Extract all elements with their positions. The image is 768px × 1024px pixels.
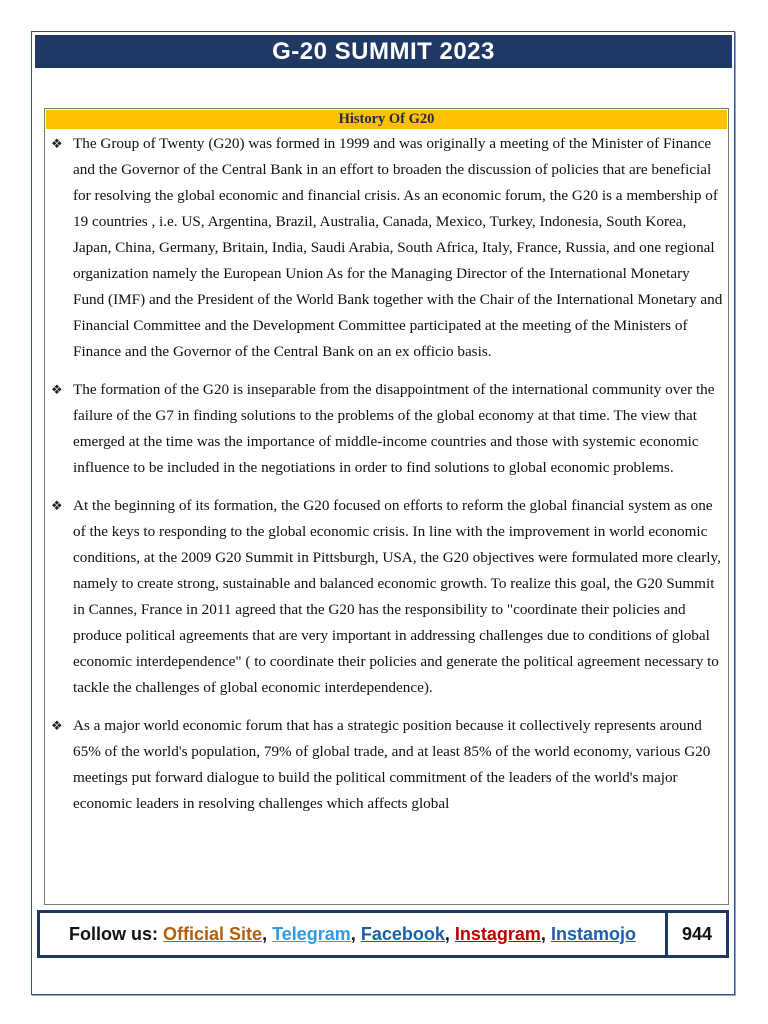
- bullet-item: [51, 377, 724, 481]
- diamond-bullet-icon: ❖: [51, 498, 63, 513]
- separator: ,: [444, 923, 450, 944]
- bullet-text: The Group of Twenty (G20) was formed in 1999 and was originally a meeting of the Minister of Finance and the Governor of the Central Bank in an effort to broaden the discussion of policies that are beneficial for resolving the global economic and financial crisis. As an economic forum, the G20 is a membership of 19 countries , i.e. US, Argentina, Brazil, Australia, Canada, Mexico, Turkey, Indonesia, South Korea, Japan, China, Germany, Britain, India, Saudi Arabia, South Africa, Italy, France, Russia, and one regional organization namely the European Union As for the Managing Director of the International Monetary Fund (IMF) and the President of the World Bank together with the Chair of the International Monetary and Financial Committee and the Development Committee participated at the meeting of the Ministers of Finance and the Governor of the Central Bank on an ex officio basis.: [73, 135, 723, 360]
- instagram-link[interactable]: Instagram: [454, 923, 541, 944]
- page-title: G-20 SUMMIT 2023: [35, 35, 732, 68]
- page-number: 944: [681, 923, 713, 944]
- follow-label: Follow us:: [69, 923, 159, 944]
- footer-bar: [37, 910, 729, 958]
- diamond-bullet-icon: ❖: [51, 136, 63, 151]
- official-site-link[interactable]: Official Site: [163, 923, 263, 944]
- bullet-text: As a major world economic forum that has a strategic position because it collectively represents around 65% of the world's population, 79% of global trade, and at least 85% of the world economy, various G20 meetings put forward dialogue to build the political commitment of the leaders of the world's major economic leaders in resolving challenges which affects global: [73, 717, 711, 812]
- instamojo-link[interactable]: Instamojo: [550, 923, 636, 944]
- follow-us: [40, 913, 668, 955]
- facebook-link[interactable]: Facebook: [360, 923, 445, 944]
- content-box: [44, 108, 729, 905]
- bullet-item: [51, 713, 724, 817]
- bullet-item: [51, 493, 724, 701]
- diamond-bullet-icon: ❖: [51, 718, 63, 733]
- separator: ,: [262, 923, 268, 944]
- section-heading: History Of G20: [46, 110, 727, 129]
- bullet-text: At the beginning of its formation, the G20 focused on efforts to reform the global financial system as one of the keys to responding to the global economic crisis. In line with the improvement in world economic conditions, at the 2009 G20 Summit in Pittsburgh, USA, the G20 objectives were formulated more clearly, namely to create strong, sustainable and balanced economic growth. To realize this goal, the G20 Summit in Cannes, France in 2011 agreed that the G20 has the responsibility to "coordinate their policies and produce political agreements that are very important in addressing challenges due to conditions of global economic interdependence" ( to coordinate their policies and generate the political agreement necessary to tackle the challenges of global economic interdependence).: [73, 497, 721, 696]
- diamond-bullet-icon: ❖: [51, 382, 63, 397]
- telegram-link[interactable]: Telegram: [272, 923, 351, 944]
- separator: ,: [540, 923, 546, 944]
- bullet-text: The formation of the G20 is inseparable from the disappointment of the international community over the failure of the G7 in finding solutions to the problems of the global economy at that time. The view that emerged at the time was the importance of middle-income countries and those with systemic economic influence to be included in the negotiations in order to find solutions to global economic problems.: [73, 381, 715, 476]
- bullet-item: [51, 131, 724, 365]
- separator: ,: [350, 923, 356, 944]
